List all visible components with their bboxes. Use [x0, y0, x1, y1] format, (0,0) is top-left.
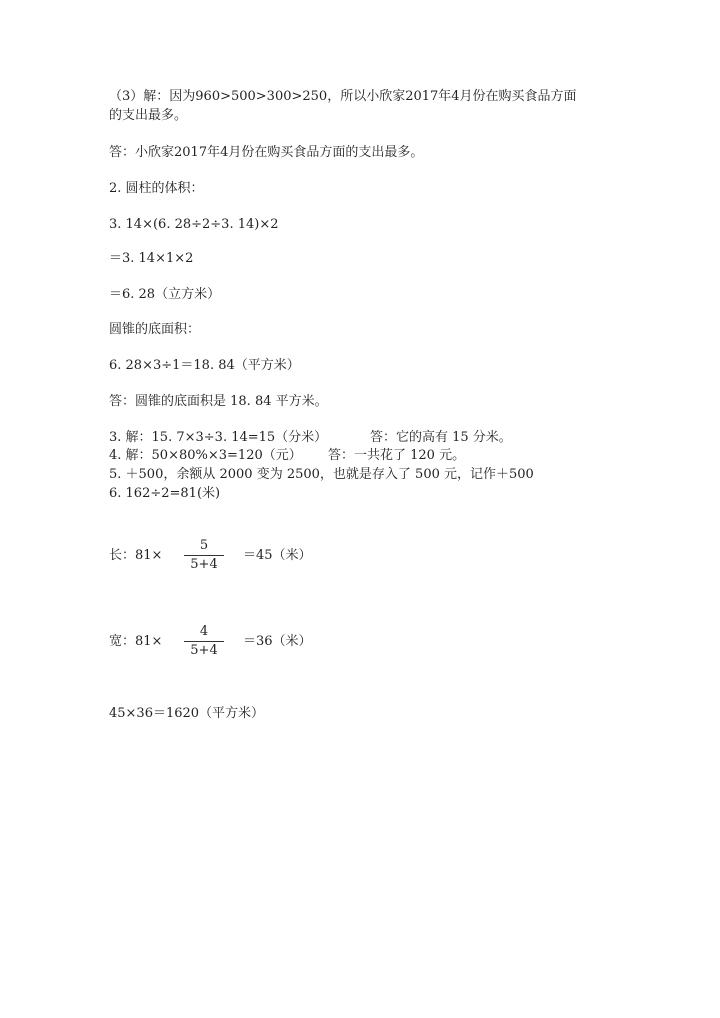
- q2-answer: 答：圆锥的底面积是 18. 84 平方米。: [109, 394, 328, 409]
- area-result: 45×36＝1620（平方米）: [109, 706, 265, 721]
- width-fraction-numerator: 4: [199, 624, 209, 639]
- width-fraction-denominator: 5+4: [190, 643, 218, 658]
- q3-solution-line1: （3）解：因为960>500>300>250，所以小欣家2017年4月份在购买食品方面: [109, 89, 577, 104]
- q3b-answer: 答：它的高有 15 分米。: [370, 430, 512, 445]
- q4-solution: 4. 解：50×80%×3=120（元）: [109, 448, 302, 463]
- q3-answer: 答：小欣家2017年4月份在购买食品方面的支出最多。: [109, 145, 424, 160]
- length-fraction-numerator: 5: [199, 538, 209, 553]
- cylinder-step-2: ＝3. 14×1×2: [109, 251, 194, 266]
- cylinder-step-3: ＝6. 28（立方米）: [109, 287, 221, 302]
- width-prefix: 宽：81×: [109, 634, 163, 649]
- q3b-solution: 3. 解：15. 7×3÷3. 14=15（分米）: [109, 430, 328, 445]
- q4-answer: 答：一共花了 120 元。: [328, 448, 466, 463]
- cylinder-step-1: 3. 14×(6. 28÷2÷3. 14)×2: [109, 217, 279, 232]
- width-fraction: [184, 624, 224, 659]
- cone-step: 6. 28×3÷1＝18. 84（平方米）: [109, 358, 300, 373]
- width-result: ＝36（米）: [243, 634, 312, 649]
- q5-text: 5. ＋500，余额从 2000 变为 2500，也就是存入了 500 元，记作＋500: [109, 467, 534, 482]
- cylinder-volume-heading: 2. 圆柱的体积：: [109, 181, 204, 196]
- length-fraction: [184, 538, 224, 573]
- cone-base-heading: 圆锥的底面积：: [109, 322, 201, 337]
- length-fraction-denominator: 5+4: [190, 557, 218, 572]
- length-prefix: 长：81×: [109, 548, 163, 563]
- q6-text: 6. 162÷2=81(米): [109, 486, 221, 501]
- q3-solution-line2: 的支出最多。: [109, 108, 188, 123]
- length-result: ＝45（米）: [243, 548, 312, 563]
